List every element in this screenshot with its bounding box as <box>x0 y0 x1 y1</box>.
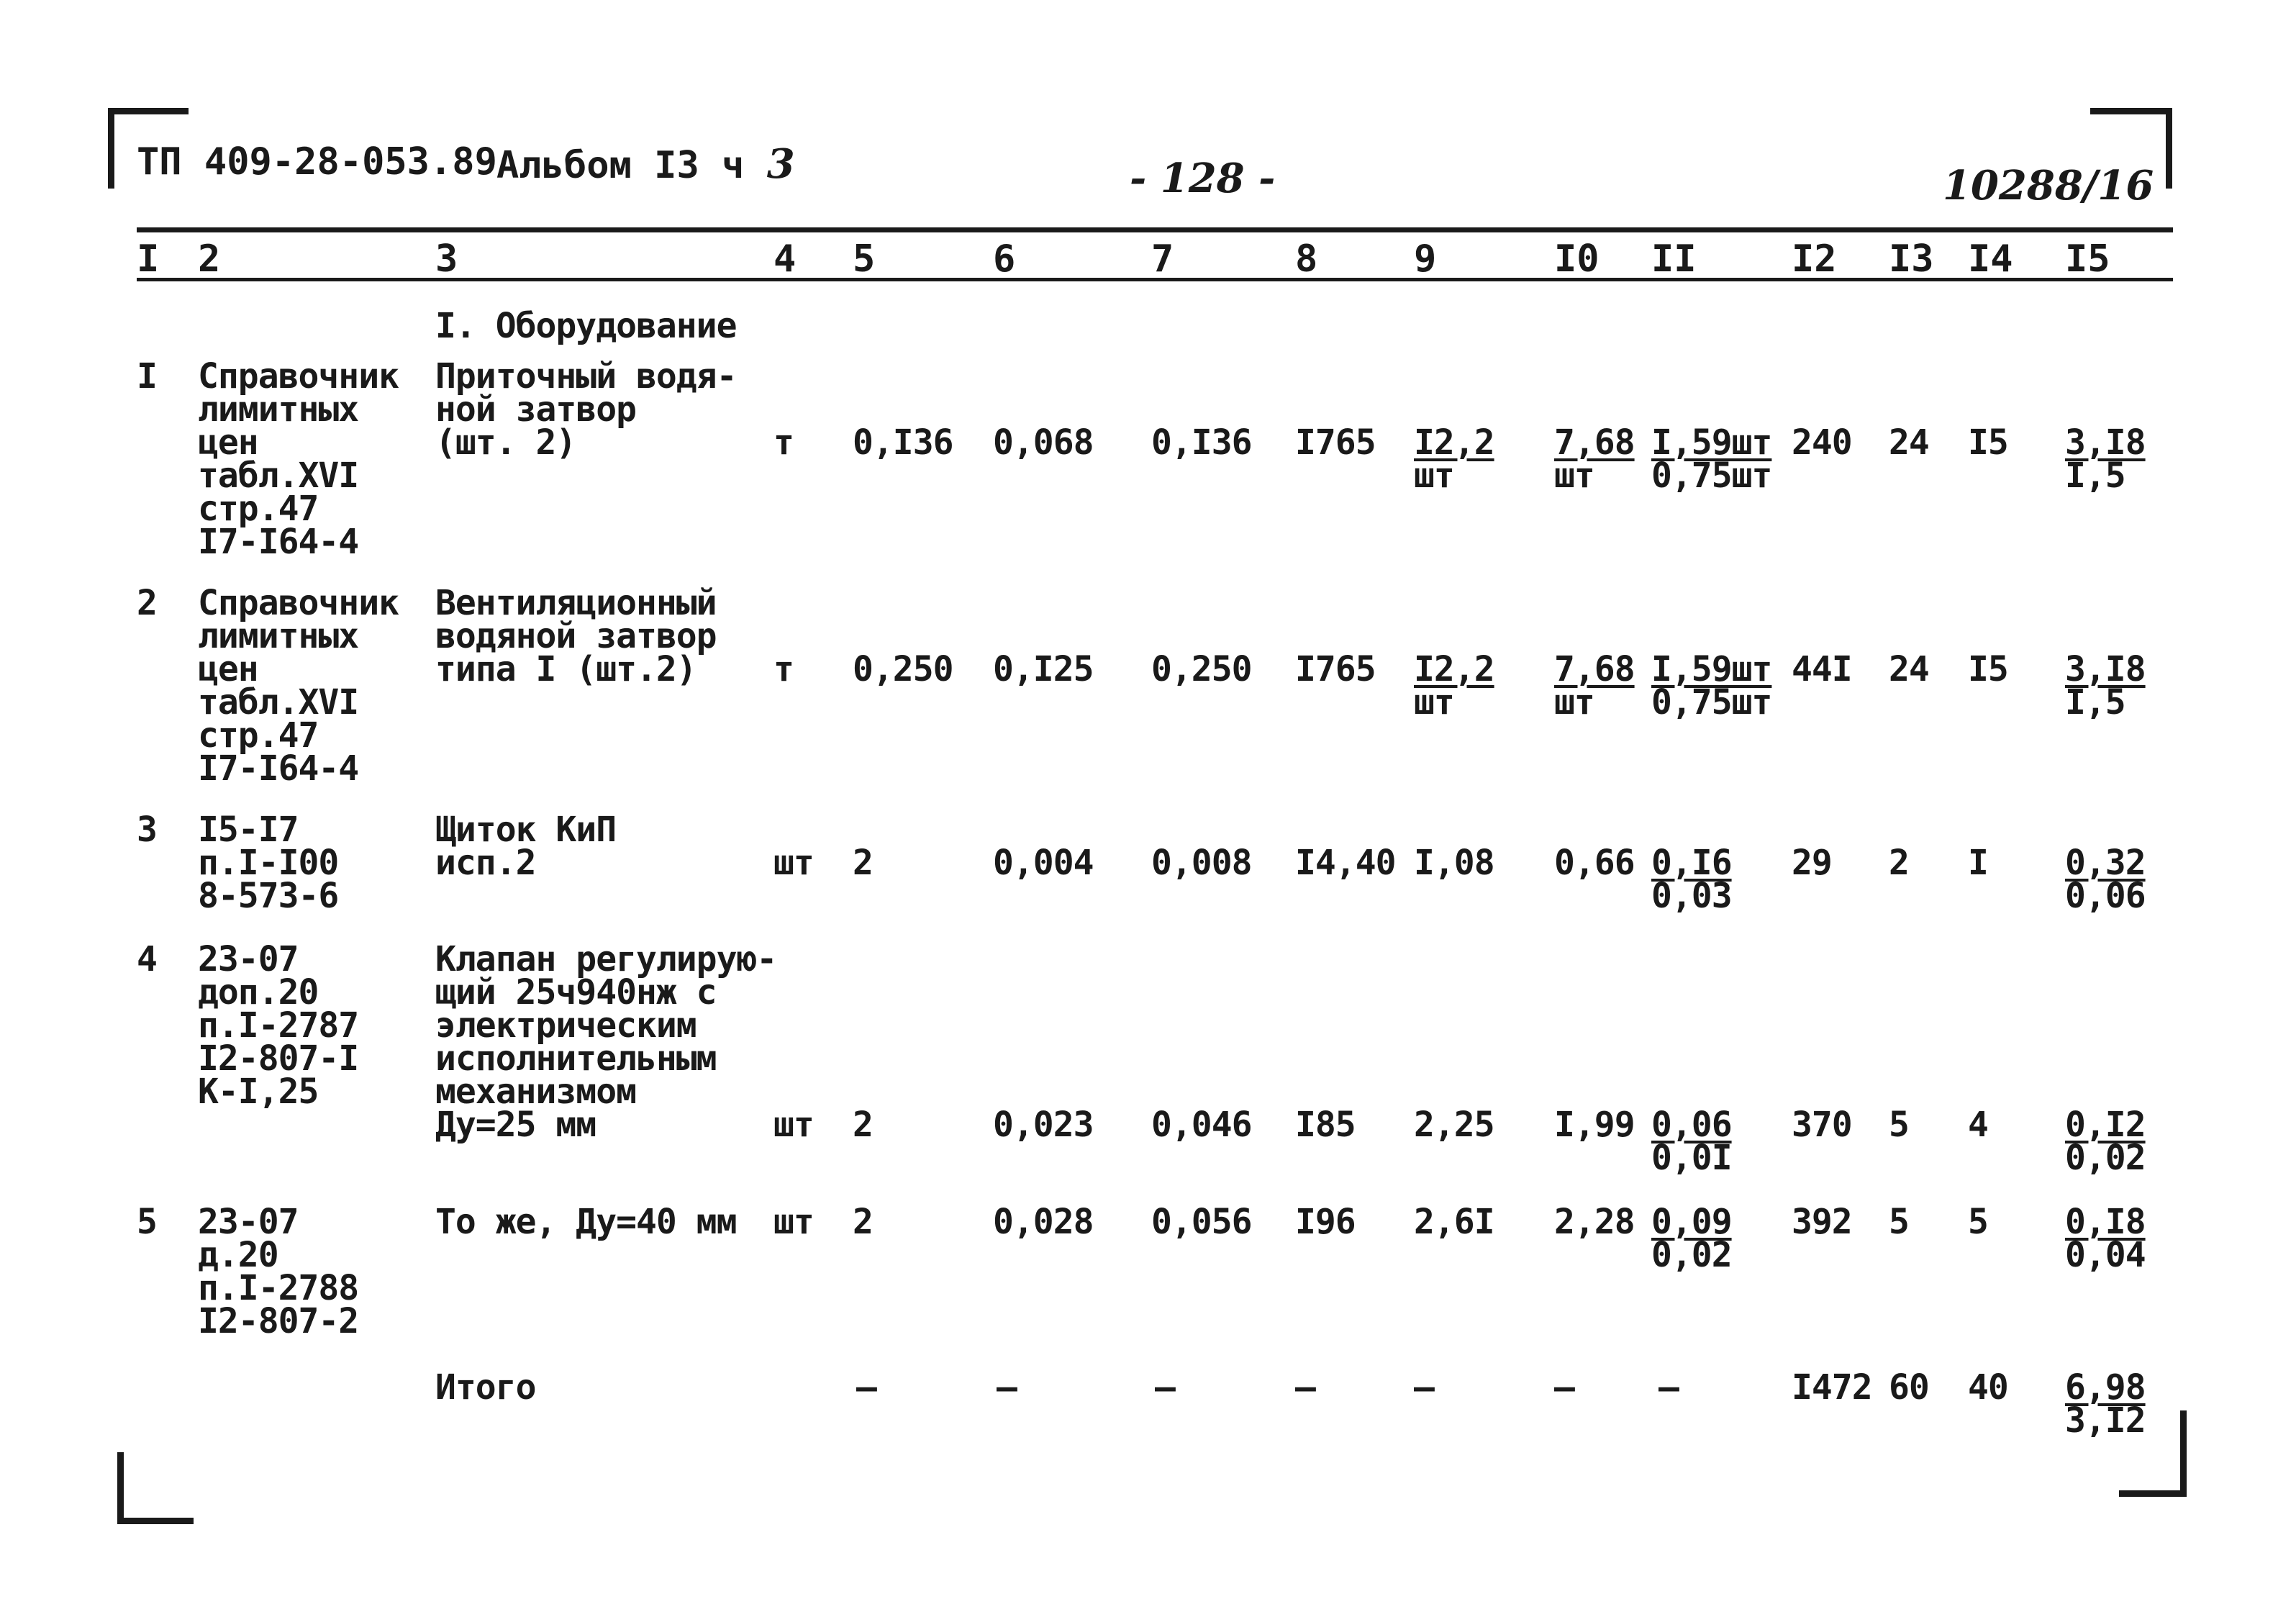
row-c6: 0,004 <box>993 843 1094 883</box>
row-number: 4 <box>137 939 157 979</box>
row-c11-fraction <box>1651 649 1772 723</box>
total-dash-c8: – <box>1295 1367 1315 1408</box>
fraction-top: 0,06 <box>1651 1105 1732 1145</box>
total-dash-c10: – <box>1554 1367 1574 1408</box>
fraction-bottom: 3,I2 <box>2065 1400 2146 1441</box>
frame-corner-top-right-h <box>2090 108 2172 114</box>
row-c13: 24 <box>1889 422 1929 463</box>
row-number: 5 <box>137 1202 157 1242</box>
total-dash-c5: – <box>856 1367 876 1408</box>
col-num-15: I5 <box>2065 237 2110 281</box>
fraction-bottom: 0,75шт <box>1651 456 1772 496</box>
row-source: Справочник лимитных цен табл.XVI стр.47 I7-I64-4 <box>198 356 399 562</box>
row-c6: 0,I25 <box>993 649 1094 689</box>
total-c14: 40 <box>1968 1367 2008 1408</box>
fraction-top: I2,2 <box>1414 422 1494 463</box>
row-c12: 29 <box>1792 843 1832 883</box>
row-c10-fraction <box>1554 422 1635 496</box>
row-c13: 24 <box>1889 649 1929 689</box>
total-dash-c11: – <box>1659 1367 1679 1408</box>
row-c10: 2,28 <box>1554 1202 1635 1242</box>
fraction-bottom: 0,06 <box>2065 876 2146 916</box>
row-c9: I,08 <box>1414 843 1494 883</box>
row-c15-fraction <box>2065 1105 2146 1178</box>
row-name: То же, Ду=40 мм <box>435 1202 737 1242</box>
row-c11-fraction <box>1651 1105 1732 1178</box>
frame-corner-bottom-left-v <box>117 1452 124 1524</box>
fraction-top: 0,I2 <box>2065 1105 2146 1145</box>
row-number: 2 <box>137 583 157 623</box>
col-num-10: I0 <box>1554 237 1600 281</box>
frame-corner-bottom-left-h <box>117 1518 194 1524</box>
fraction-top: 0,I8 <box>2065 1202 2146 1242</box>
fraction-bottom: шт <box>1554 456 1594 496</box>
frame-corner-bottom-right-v <box>2180 1410 2187 1497</box>
row-name: Клапан регулирую- щий 25ч940нж с электрическим исполнительным механизмом Ду=25 мм <box>435 939 777 1145</box>
fraction-bottom: шт <box>1414 456 1454 496</box>
row-c8: I765 <box>1295 422 1376 463</box>
fraction-top: 0,32 <box>2065 843 2146 883</box>
row-number: I <box>137 356 157 397</box>
fraction-top: 6,98 <box>2065 1367 2146 1408</box>
row-c15-fraction <box>2065 1202 2146 1275</box>
row-c7: 0,008 <box>1151 843 1252 883</box>
row-c11-fraction <box>1651 1202 1732 1275</box>
fraction-top: 3,I8 <box>2065 422 2146 463</box>
fraction-bottom: шт <box>1414 682 1454 723</box>
col-num-8: 8 <box>1295 237 1318 281</box>
row-c9: 2,6I <box>1414 1202 1494 1242</box>
frame-corner-top-left-h <box>108 108 189 114</box>
row-c14: 5 <box>1968 1202 1988 1242</box>
row-c10: 0,66 <box>1554 843 1635 883</box>
col-num-12: I2 <box>1792 237 1837 281</box>
doc-code: ТП 409-28-053.89 <box>137 140 497 184</box>
total-dash-c9: – <box>1414 1367 1434 1408</box>
row-number: 3 <box>137 810 157 850</box>
col-num-3: 3 <box>435 237 458 281</box>
row-c14: I5 <box>1968 422 2008 463</box>
row-name: Вентиляционный водяной затвор типа I (шт.2) <box>435 583 717 689</box>
total-c15-fraction <box>2065 1367 2146 1441</box>
row-c14: I <box>1968 843 1988 883</box>
row-unit: т <box>773 649 794 689</box>
row-unit: шт <box>773 1105 814 1145</box>
page-number: - 128 - <box>1130 155 1276 202</box>
col-num-14: I4 <box>1968 237 2013 281</box>
total-c12: I472 <box>1792 1367 1872 1408</box>
col-num-4: 4 <box>773 237 797 281</box>
row-c10: I,99 <box>1554 1105 1635 1145</box>
fraction-top: 0,09 <box>1651 1202 1732 1242</box>
row-c15-fraction <box>2065 843 2146 916</box>
row-c5: 2 <box>853 1105 873 1145</box>
album-label <box>496 140 795 188</box>
row-name: Щиток КиП исп.2 <box>435 810 617 883</box>
row-c6: 0,028 <box>993 1202 1094 1242</box>
frame-corner-top-left-v <box>108 108 114 189</box>
row-c9-fraction <box>1414 422 1494 496</box>
row-c8: I96 <box>1295 1202 1356 1242</box>
section-title: I. Оборудование <box>435 306 737 346</box>
fraction-bottom: 0,03 <box>1651 876 1732 916</box>
fraction-bottom: I,5 <box>2065 682 2125 723</box>
total-dash-c7: – <box>1155 1367 1175 1408</box>
col-num-9: 9 <box>1414 237 1437 281</box>
row-c15-fraction <box>2065 422 2146 496</box>
frame-corner-top-right-v <box>2166 108 2172 189</box>
row-source: I5-I7 п.I-I00 8-573-6 <box>198 810 339 916</box>
row-c12: 370 <box>1792 1105 1852 1145</box>
row-c5: 2 <box>853 843 873 883</box>
row-c8: I85 <box>1295 1105 1356 1145</box>
row-c11-fraction <box>1651 843 1732 916</box>
fraction-bottom: 0,0I <box>1651 1138 1732 1178</box>
row-c15-fraction <box>2065 649 2146 723</box>
row-c14: I5 <box>1968 649 2008 689</box>
row-c13: 2 <box>1889 843 1909 883</box>
fraction-top: 0,I6 <box>1651 843 1732 883</box>
row-c9: 2,25 <box>1414 1105 1494 1145</box>
row-c6: 0,068 <box>993 422 1094 463</box>
row-name: Приточный водя- ной затвор (шт. 2) <box>435 356 737 463</box>
col-num-1: I <box>137 237 160 281</box>
row-c8: I765 <box>1295 649 1376 689</box>
album-text: Альбом I3 ч <box>496 144 745 187</box>
row-source: 23-07 доп.20 п.I-2787 I2-807-I К-I,25 <box>198 939 359 1112</box>
row-c5: 0,I36 <box>853 422 953 463</box>
row-c13: 5 <box>1889 1105 1909 1145</box>
row-c7: 0,250 <box>1151 649 1252 689</box>
fraction-bottom: шт <box>1554 682 1594 723</box>
row-c7: 0,I36 <box>1151 422 1252 463</box>
row-c7: 0,056 <box>1151 1202 1252 1242</box>
total-dash-c6: – <box>997 1367 1017 1408</box>
row-c6: 0,023 <box>993 1105 1094 1145</box>
fraction-bottom: 0,75шт <box>1651 682 1772 723</box>
fraction-top: I,59шт <box>1651 649 1772 689</box>
fraction-top: 7,68 <box>1554 649 1635 689</box>
total-c13: 60 <box>1889 1367 1929 1408</box>
row-c8: I4,40 <box>1295 843 1396 883</box>
col-num-5: 5 <box>853 237 876 281</box>
row-c12: 240 <box>1792 422 1852 463</box>
row-c13: 5 <box>1889 1202 1909 1242</box>
row-c9-fraction <box>1414 649 1494 723</box>
fraction-bottom: 0,02 <box>2065 1138 2146 1178</box>
fraction-top: 7,68 <box>1554 422 1635 463</box>
fraction-bottom: I,5 <box>2065 456 2125 496</box>
col-num-6: 6 <box>993 237 1016 281</box>
row-c12: 44I <box>1792 649 1852 689</box>
header-rule-top <box>137 227 2173 232</box>
col-num-11: II <box>1651 237 1697 281</box>
row-unit: шт <box>773 1202 814 1242</box>
col-num-7: 7 <box>1151 237 1174 281</box>
row-c5: 0,250 <box>853 649 953 689</box>
fraction-bottom: 0,04 <box>2065 1235 2146 1275</box>
sheet-code-handwritten: 10288/16 <box>1943 162 2154 209</box>
row-c7: 0,046 <box>1151 1105 1252 1145</box>
fraction-bottom: 0,02 <box>1651 1235 1732 1275</box>
row-source: 23-07 д.20 п.I-2788 I2-807-2 <box>198 1202 359 1341</box>
col-num-13: I3 <box>1889 237 1934 281</box>
row-c14: 4 <box>1968 1105 1988 1145</box>
row-c11-fraction <box>1651 422 1772 496</box>
frame-corner-bottom-right-h <box>2119 1490 2187 1497</box>
row-unit: шт <box>773 843 814 883</box>
row-source: Справочник лимитных цен табл.XVI стр.47 I7-I64-4 <box>198 583 399 789</box>
total-label: Итого <box>435 1367 536 1408</box>
row-c10-fraction <box>1554 649 1635 723</box>
fraction-top: 3,I8 <box>2065 649 2146 689</box>
row-c5: 2 <box>853 1202 873 1242</box>
row-unit: т <box>773 422 794 463</box>
fraction-top: I,59шт <box>1651 422 1772 463</box>
fraction-top: I2,2 <box>1414 649 1494 689</box>
row-c12: 392 <box>1792 1202 1852 1242</box>
col-num-2: 2 <box>198 237 221 281</box>
album-part-handwritten: 3 <box>766 140 795 188</box>
